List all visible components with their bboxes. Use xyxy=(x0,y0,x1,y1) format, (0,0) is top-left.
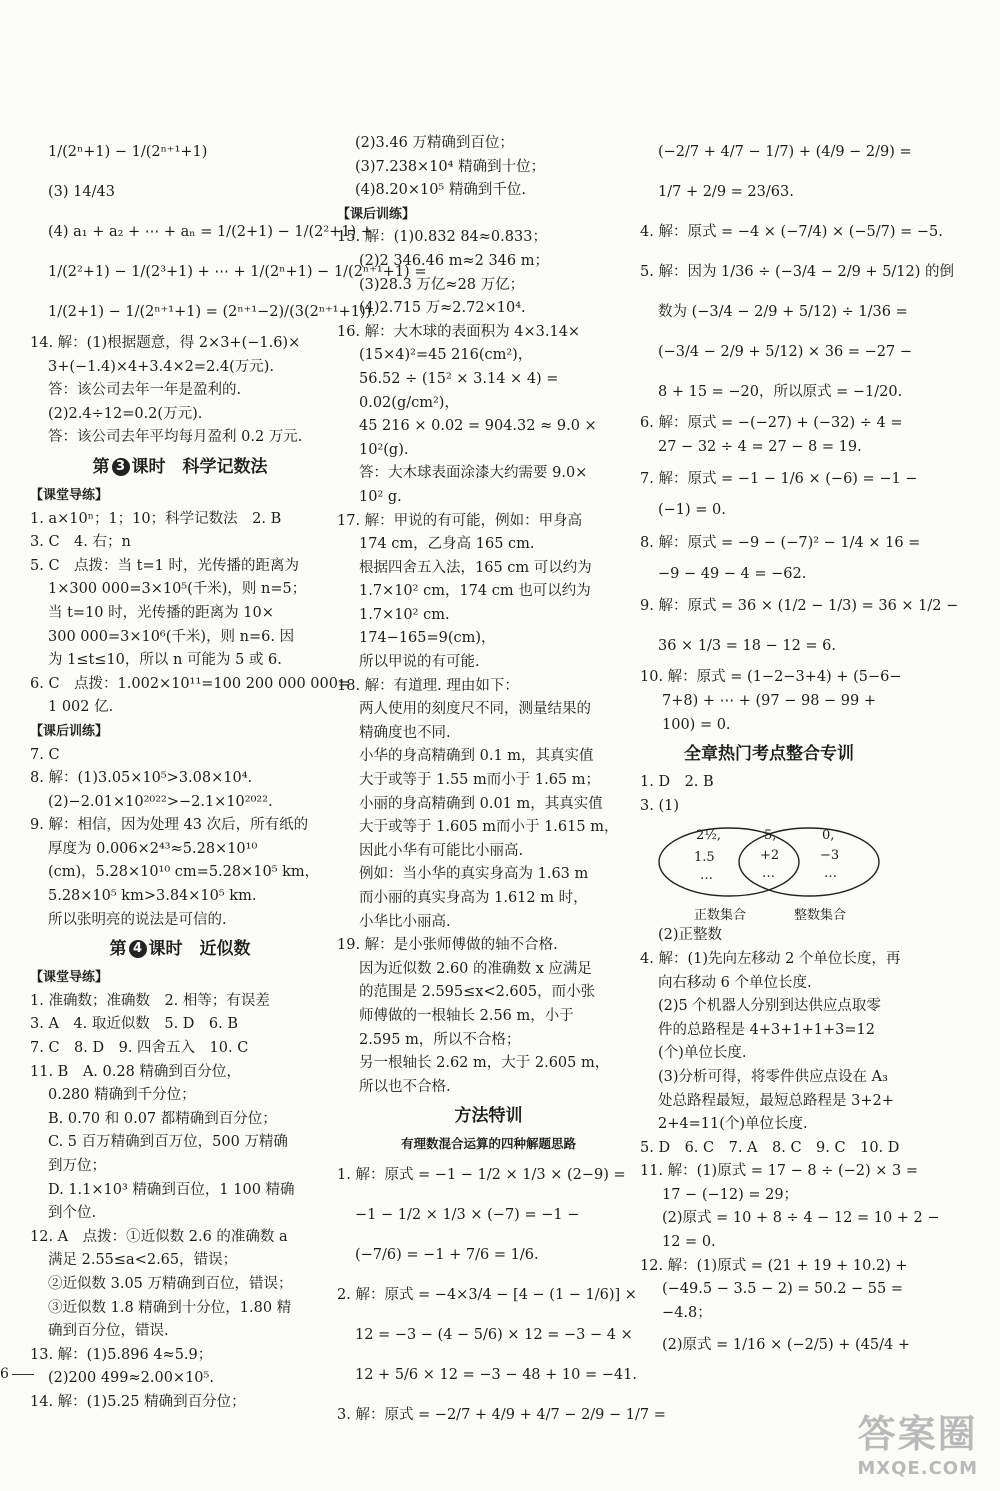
line-text: 300 000=3×10⁶(千米)，则 n=6. 因 xyxy=(48,628,295,645)
line-text: 所以张明亮的说法是可信的. xyxy=(48,911,227,928)
answer-line xyxy=(30,814,330,838)
line-text: (2)200 499≈2.00×10⁵. xyxy=(48,1370,214,1387)
answer-line xyxy=(640,1302,898,1326)
answer-line xyxy=(337,958,640,982)
line-text: (2)−2.01×10²⁰²²>−2.1×10²⁰²². xyxy=(48,793,273,810)
line-text: 1.7×10² cm，174 cm 也可以约为 xyxy=(359,583,591,600)
answer-line xyxy=(337,297,640,321)
answer-line xyxy=(30,649,330,673)
answer-line xyxy=(640,1325,910,1365)
answer-line xyxy=(640,586,959,626)
venn-left-item: 2½, xyxy=(696,828,722,844)
section-heading xyxy=(30,450,330,484)
answer-line xyxy=(30,673,351,697)
line-text: (cm)，5.28×10¹⁰ cm=5.28×10⁵ km， xyxy=(48,864,320,881)
line-text: 【课堂导练】 xyxy=(30,970,109,986)
answer-line xyxy=(337,321,640,345)
line-text: 4. 解：(1)先向左移动 2 个单位长度，再 xyxy=(640,950,901,967)
line-text: 大于或等于 1.605 m而小于 1.615 m， xyxy=(359,819,619,836)
answer-line xyxy=(337,1315,640,1355)
line-text: 2.595 m，所以不合格； xyxy=(359,1031,521,1048)
line-text: (−2/7 + 4/7 − 1/7) + (4/9 − 2/9) = xyxy=(658,144,912,160)
answer-line xyxy=(640,523,921,563)
answer-line xyxy=(337,981,640,1005)
line-text: 1. 解：原式 = −1 − 1/2 × 1/3 × (2−9) = xyxy=(337,1167,626,1184)
line-text: 6. 解：原式 = −(−27) + (−32) ÷ 4 = xyxy=(640,415,903,431)
answer-line xyxy=(337,439,640,463)
answer-line xyxy=(337,863,640,887)
line-text: 3. 解：原式 = −2/7 + 4/9 + 4/7 − 2/9 − 1/7 = xyxy=(337,1407,666,1424)
line-text: (3) 14/43 xyxy=(48,184,115,200)
line-text: 10² g. xyxy=(359,488,402,505)
line-text: (2)正整数 xyxy=(658,927,723,944)
line-text: 36 × 1/3 = 18 − 12 = 6. xyxy=(658,638,836,655)
line-text: 所以甲说的有可能. xyxy=(359,654,480,671)
answer-line xyxy=(640,412,903,436)
subsection-label xyxy=(337,203,640,227)
line-text: 12 = −3 − (4 − 5/6) × 12 = −3 − 4 × xyxy=(355,1327,633,1344)
answer-line xyxy=(640,332,912,372)
line-text: (2)5 个机器人分别到达供应点取零 xyxy=(658,998,881,1015)
line-text: (−49.5 − 3.5 − 2) = 50.2 − 55 = xyxy=(662,1281,903,1298)
line-text: −9 − 49 − 4 = −62. xyxy=(658,565,807,582)
answer-line xyxy=(30,909,330,933)
line-text: 7. C xyxy=(30,746,60,763)
answer-line xyxy=(30,838,330,862)
line-text: 15. 解：(1)0.832 84≈0.833； xyxy=(337,229,547,246)
line-text: 8. 解：原式 = −9 − (−7)² − 1/4 × 16 = xyxy=(640,534,921,551)
line-text: 18. 解：有道理. 理由如下： xyxy=(337,677,519,694)
line-text: 【课堂导练】 xyxy=(30,487,109,503)
answer-line xyxy=(640,995,898,1019)
answer-line xyxy=(640,1184,898,1208)
answer-line xyxy=(640,252,955,292)
line-text: 45 216 × 0.02 = 904.32 ≈ 9.0 × xyxy=(359,418,597,435)
answer-line xyxy=(337,226,640,250)
answer-line xyxy=(30,1108,330,1132)
answer-line xyxy=(640,1207,940,1231)
answer-line xyxy=(337,722,640,746)
line-text: (4)2.715 万≈2.72×10⁴. xyxy=(359,300,526,317)
line-text: 所以也不合格. xyxy=(359,1078,451,1095)
answer-line xyxy=(337,274,640,298)
line-text: (2)2.4÷12=0.2(万元). xyxy=(48,405,203,422)
line-text: 8. 解：(1)3.05×10⁵>3.08×10⁴. xyxy=(30,770,253,787)
answer-line xyxy=(337,344,640,368)
answer-line xyxy=(337,604,640,628)
answer-line xyxy=(640,499,898,523)
line-text: 为 1≤t≤10，所以 n 可能为 5 或 6. xyxy=(48,652,282,669)
answer-line xyxy=(30,379,330,403)
line-text: 3+(−1.4)×4+3.4×2=2.4(万元). xyxy=(48,358,274,375)
answer-line xyxy=(337,934,640,958)
line-text: 1 002 亿. xyxy=(48,699,114,716)
subsection-label xyxy=(30,484,330,508)
answer-line xyxy=(640,924,898,948)
line-text: (3)分析可得，将零件供应点设在 A₃ xyxy=(658,1068,888,1085)
line-text: 14. 解：(1)根据题意，得 2×3+(−1.6)× xyxy=(30,335,301,351)
answer-line xyxy=(30,356,330,380)
line-text: D. 1.1×10³ 精确到百位，1 100 精确 xyxy=(48,1181,295,1198)
answer-line xyxy=(337,462,640,486)
line-text: 两人使用的刻度尺不同，测量结果的 xyxy=(359,701,591,718)
answer-line xyxy=(30,531,330,555)
heading-text: 方法特训 xyxy=(454,1106,523,1127)
line-text: 19. 解：是小张师傅做的轴不合格. xyxy=(337,937,558,954)
answer-line xyxy=(640,212,943,252)
answer-line xyxy=(640,972,898,996)
line-text: 16. 解：大木球的表面积为 4×3.14× xyxy=(337,323,581,340)
line-text: 1/(2+1) − 1/(2ⁿ⁺¹+1) = (2ⁿ⁺¹−2)/(3(2ⁿ⁺¹+1)). xyxy=(48,304,376,320)
heading-prefix: 第 xyxy=(109,939,127,960)
answer-line xyxy=(30,1273,330,1297)
answer-line xyxy=(30,1320,330,1344)
answer-line xyxy=(337,1052,640,1076)
answer-line xyxy=(30,426,330,450)
line-text: 1/(2²+1) − 1/(2³+1) + ⋯ + 1/(2ⁿ+1) − 1/(2ⁿ⁺¹+1) = xyxy=(48,264,427,280)
line-text: 1×300 000=3×10⁵(千米)，则 n=5； xyxy=(48,581,307,598)
line-text: 12. A 点拨：①近似数 2.6 的准确数 a xyxy=(30,1228,288,1245)
answer-line xyxy=(337,132,640,156)
section-subtitle: 有理数混合运算的四种解题思路 xyxy=(400,1136,576,1152)
page-number: 6 xyxy=(0,1366,34,1382)
line-text: C. 5 百万精确到百万位，500 万精确 xyxy=(48,1134,288,1151)
heading-text: 课时 科学记数法 xyxy=(131,456,268,477)
line-text: (2)原式 = 10 + 8 ÷ 4 − 12 = 10 + 2 − xyxy=(662,1210,940,1227)
answer-line xyxy=(640,948,901,972)
answer-line xyxy=(337,392,640,416)
answer-line xyxy=(337,698,640,722)
line-text: 1. D 2. B xyxy=(640,774,714,791)
answer-line xyxy=(30,132,330,172)
answer-line xyxy=(30,990,330,1014)
answer-line xyxy=(30,791,330,815)
line-text: (3)7.238×10⁴ 精确到十位； xyxy=(355,158,546,175)
line-text: 因此小华有可能比小丽高. xyxy=(359,842,524,859)
answer-line xyxy=(640,1066,898,1090)
line-text: 到万位； xyxy=(48,1158,106,1174)
line-text: 7+8) + ⋯ + (97 − 98 − 99 + xyxy=(662,692,876,709)
answer-line xyxy=(337,580,640,604)
line-text: (3)28.3 万亿≈28 万亿； xyxy=(359,276,525,293)
line-text: 1.7×10² cm. xyxy=(359,606,450,623)
line-text: 174 cm，乙身高 165 cm. xyxy=(359,536,535,553)
answer-line xyxy=(30,1367,330,1391)
answer-line xyxy=(640,132,912,172)
line-text: ②近似数 3.05 万精确到百位，错误； xyxy=(48,1275,293,1292)
answer-line xyxy=(640,666,902,690)
section-heading xyxy=(640,737,898,771)
answer-line xyxy=(30,861,330,885)
section-heading xyxy=(30,932,330,966)
line-text: 12 = 0. xyxy=(662,1234,716,1251)
heading-text: 全章热门考点整合专训 xyxy=(684,744,854,765)
line-text: −4.8； xyxy=(662,1304,712,1321)
line-text: 17. 解：甲说的有可能，例如：甲身高 xyxy=(337,512,583,529)
answer-line xyxy=(30,767,330,791)
answer-line xyxy=(30,1391,330,1415)
line-text: 【课后训练】 xyxy=(337,206,416,222)
line-text: 数为 (−3/4 − 2/9 + 5/12) ÷ 1/36 = xyxy=(658,304,908,320)
answer-line xyxy=(640,1160,919,1184)
venn-left-item: 1.5 xyxy=(694,850,715,866)
section-heading xyxy=(337,1099,640,1133)
venn-label-left: 正数集合 xyxy=(694,908,747,924)
lesson-number-badge: 4 xyxy=(129,940,147,958)
answer-line xyxy=(30,1131,330,1155)
line-text: 17 − (−12) = 29； xyxy=(662,1186,799,1203)
line-text: 1/7 + 2/9 = 23/63. xyxy=(658,184,794,200)
answer-line xyxy=(640,1090,898,1114)
answer-line xyxy=(640,1231,898,1255)
answer-line xyxy=(30,1297,330,1321)
line-text: B. 0.70 和 0.07 都精确到百分位； xyxy=(48,1110,277,1127)
line-text: 2+4=11(个)单位长度. xyxy=(658,1116,808,1133)
answer-line xyxy=(30,1155,330,1179)
answer-line xyxy=(30,744,330,768)
line-text: 到个位. xyxy=(48,1205,97,1222)
answer-line xyxy=(337,1029,640,1053)
answer-line xyxy=(640,436,898,460)
heading-text: 课时 近似数 xyxy=(148,939,251,960)
line-text: 12 + 5/6 × 12 = −3 − 48 + 10 = −41. xyxy=(355,1367,637,1384)
line-text: 13. 解：(1)5.896 4≈5.9； xyxy=(30,1346,213,1363)
line-text: ③近似数 1.8 精确到十分位，1.80 精 xyxy=(48,1299,292,1316)
line-text: 【课后训练】 xyxy=(30,723,109,739)
line-text: 0.02(g/cm²)， xyxy=(359,394,459,411)
answer-line xyxy=(30,292,376,332)
answer-line xyxy=(30,403,330,427)
line-text: 56.52 ÷ (15² × 3.14 × 4) = xyxy=(359,370,559,387)
line-text: (4) a₁ + a₂ + ⋯ + aₙ = 1/(2+1) − 1/(2²+1) + xyxy=(48,224,373,240)
line-text: (−1) = 0. xyxy=(658,502,726,519)
line-text: 精确度也不同. xyxy=(359,724,451,741)
line-text: 师傅做的一根轴长 2.56 m，小于 xyxy=(359,1007,574,1024)
line-text: (−3/4 − 2/9 + 5/12) × 36 = −27 − xyxy=(658,344,912,360)
answer-line xyxy=(337,510,640,534)
answer-line xyxy=(337,1155,640,1195)
answer-line xyxy=(337,840,640,864)
line-text: 0.280 精确到千分位； xyxy=(48,1087,196,1104)
line-text: 1/(2ⁿ+1) − 1/(2ⁿ⁺¹+1) xyxy=(48,144,208,160)
answer-line xyxy=(337,557,640,581)
line-text: 3. C 4. 右；n xyxy=(30,534,131,551)
answer-line xyxy=(30,1061,330,1085)
line-text: 27 − 32 ÷ 4 = 27 − 8 = 19. xyxy=(658,438,862,455)
answer-line xyxy=(337,887,640,911)
answer-line xyxy=(30,1013,330,1037)
venn-right-item: 0, xyxy=(822,828,835,844)
line-text: 5. 解：因为 1/36 ÷ (−3/4 − 2/9 + 5/12) 的倒 xyxy=(640,264,955,280)
answer-line xyxy=(337,1076,640,1100)
column-middle xyxy=(337,132,666,1435)
line-text: 向右移动 6 个单位长度. xyxy=(658,974,812,991)
answer-line xyxy=(30,1179,330,1203)
lesson-number-badge: 3 xyxy=(112,458,130,476)
answer-line xyxy=(337,1275,640,1315)
answer-line xyxy=(337,911,640,935)
line-text: 1. a×10ⁿ；1；10；科学记数法 2. B xyxy=(30,510,282,527)
answer-line xyxy=(30,1037,330,1061)
answer-line xyxy=(640,172,898,212)
line-text: (−7/6) = −1 + 7/6 = 1/6. xyxy=(355,1247,539,1264)
line-text: 例如：当小华的真实身高为 1.63 m xyxy=(359,866,589,883)
line-text: 6. C 点拨：1.002×10¹¹=100 200 000 000= xyxy=(30,675,351,692)
answer-line xyxy=(640,1278,903,1302)
answer-line xyxy=(337,486,640,510)
answer-line xyxy=(337,1395,666,1435)
subsection-label xyxy=(30,966,330,990)
line-text: 答：大木球表面涂漆大约需要 9.0× xyxy=(359,465,588,482)
answer-line xyxy=(640,292,908,332)
line-text: 9. 解：原式 = 36 × (1/2 − 1/3) = 36 × 1/2 − xyxy=(640,598,959,615)
answer-line xyxy=(30,885,330,909)
venn-right-item: … xyxy=(824,866,837,882)
line-text: 件的总路程是 4+3+1+1+3=12 xyxy=(658,1021,875,1038)
line-text: 另一根轴长 2.62 m，大于 2.605 m， xyxy=(359,1055,610,1072)
venn-diagram xyxy=(654,824,898,924)
venn-right-item: −3 xyxy=(820,848,840,864)
answer-line xyxy=(337,1005,640,1029)
subsection-label xyxy=(30,720,330,744)
line-text: 7. C 8. D 9. 四舍五入 10. C xyxy=(30,1040,249,1057)
answer-line xyxy=(30,212,373,252)
answer-line xyxy=(337,651,640,675)
answer-line xyxy=(640,459,918,499)
answer-line xyxy=(640,372,903,412)
answer-line xyxy=(30,602,330,626)
answer-line xyxy=(30,1249,330,1273)
line-text: 174−165=9(cm)， xyxy=(359,630,496,647)
answer-line xyxy=(337,1195,640,1235)
answer-line xyxy=(640,1255,908,1279)
answer-line xyxy=(337,769,640,793)
line-text: 11. B A. 0.28 精确到百分位， xyxy=(30,1063,241,1080)
answer-line xyxy=(30,172,330,212)
answer-line xyxy=(337,415,640,439)
line-text: 确到百分位，错误. xyxy=(48,1323,169,1340)
line-text: (15×4)²=45 216(cm²)， xyxy=(359,347,533,364)
answer-line xyxy=(640,1019,898,1043)
answer-line xyxy=(337,627,640,651)
line-text: 11. 解：(1)原式 = 17 − 8 ÷ (−2) × 3 = xyxy=(640,1163,919,1180)
answer-line xyxy=(337,250,640,274)
line-text: 3. A 4. 取近似数 5. D 6. B xyxy=(30,1016,239,1033)
answer-line xyxy=(337,533,640,557)
venn-left-item: … xyxy=(700,868,713,884)
answer-line xyxy=(337,816,640,840)
answer-line xyxy=(337,793,640,817)
line-text: 处总路程最短，最短总路程是 3+2+ xyxy=(658,1092,894,1109)
answer-line xyxy=(640,1137,898,1161)
line-text: 2. 解：原式 = −4×3/4 − [4 − (1 − 1/6)] × xyxy=(337,1287,637,1304)
line-text: 1. 准确数；准确数 2. 相等；有误差 xyxy=(30,992,270,1009)
answer-line xyxy=(30,332,330,356)
line-text: 14. 解：(1)5.25 精确到百分位； xyxy=(30,1393,246,1410)
line-text: 当 t=10 时，光传播的距离为 10× xyxy=(48,604,274,621)
answer-line xyxy=(640,1042,898,1066)
line-text: 8 + 15 = −20，所以原式 = −1/20. xyxy=(658,384,903,400)
answer-line xyxy=(30,696,330,720)
answer-line xyxy=(337,745,640,769)
line-text: 满足 2.55≤a<2.65，错误； xyxy=(48,1252,238,1269)
answer-line xyxy=(337,1235,640,1275)
column-right xyxy=(640,132,959,1365)
line-text: 大于或等于 1.55 m而小于 1.65 m； xyxy=(359,772,601,789)
venn-middle-item: +2 xyxy=(760,848,780,864)
venn-middle-item: 5, xyxy=(764,828,777,844)
line-text: 小华的身高精确到 0.1 m，其真实值 xyxy=(359,748,594,765)
line-text: 12. 解：(1)原式 = (21 + 19 + 10.2) + xyxy=(640,1257,908,1274)
line-text: 4. 解：原式 = −4 × (−7/4) × (−5/7) = −5. xyxy=(640,224,943,240)
line-text: 因为近似数 2.60 的准确数 x 应满足 xyxy=(359,960,592,977)
answer-line xyxy=(30,1344,330,1368)
answer-line xyxy=(337,179,640,203)
heading-prefix: 第 xyxy=(92,456,110,477)
line-text: (2)2 346.46 m≈2 346 m； xyxy=(359,252,549,269)
answer-line xyxy=(30,555,330,579)
line-text: 而小丽的真实身高为 1.612 m 时， xyxy=(359,890,588,906)
line-text: −1 − 1/2 × 1/3 × (−7) = −1 − xyxy=(355,1207,580,1224)
answer-line xyxy=(337,368,640,392)
line-text: 小华比小丽高. xyxy=(359,913,451,930)
answer-line xyxy=(337,156,640,180)
answer-line xyxy=(640,690,898,714)
line-text: 5. D 6. C 7. A 8. C 9. C 10. D xyxy=(640,1139,900,1156)
line-text: 答：该公司去年平均每月盈利 0.2 万元. xyxy=(48,429,303,446)
venn-middle-item: … xyxy=(762,866,775,882)
answer-line xyxy=(30,1202,330,1226)
answer-line xyxy=(30,578,330,602)
answer-line xyxy=(640,626,898,666)
line-text: (2)3.46 万精确到百位； xyxy=(355,135,514,151)
answer-line xyxy=(30,1226,330,1250)
line-text: 9. 解：相信，因为处理 43 次后，所有纸的 xyxy=(30,817,309,834)
answer-line xyxy=(337,675,640,699)
line-text: 5. C 点拨：当 t=1 时，光传播的距离为 xyxy=(30,557,299,574)
answer-line xyxy=(30,626,330,650)
line-text: (2)原式 = 1/16 × (−2/5) + (45/4 + xyxy=(662,1337,910,1354)
line-text: 根据四舍五入法，165 cm 可以约为 xyxy=(359,559,592,576)
answer-line xyxy=(30,1084,330,1108)
watermark-logo: 答案圈 MXQE.COM xyxy=(857,1412,978,1479)
line-text: 的范围是 2.595≤x<2.605，而小张 xyxy=(359,984,596,1001)
line-text: (个)单位长度. xyxy=(658,1045,747,1062)
answer-line xyxy=(640,1113,898,1137)
line-text: 3. (1) xyxy=(640,797,679,814)
line-text: 5.28×10⁵ km>3.84×10⁵ km. xyxy=(48,888,257,905)
line-text: 答：该公司去年一年是盈利的. xyxy=(48,382,242,399)
line-text: 厚度为 0.006×2⁴³≈5.28×10¹⁰ xyxy=(48,840,258,857)
line-text: 7. 解：原式 = −1 − 1/6 × (−6) = −1 − xyxy=(640,471,918,488)
answer-line xyxy=(640,771,898,795)
line-text: 小丽的身高精确到 0.01 m，其真实值 xyxy=(359,795,603,812)
line-text: 10²(g). xyxy=(359,441,409,458)
answer-line xyxy=(640,563,898,587)
line-text: (4)8.20×10⁵ 精确到千位. xyxy=(355,182,526,199)
answer-line xyxy=(30,508,330,532)
answer-line xyxy=(30,252,427,292)
answer-line xyxy=(337,1355,640,1395)
line-text: 10. 解：原式 = (1−2−3+4) + (5−6− xyxy=(640,669,902,686)
venn-label-right: 整数集合 xyxy=(794,908,847,924)
line-text: 100) = 0. xyxy=(662,716,731,733)
answer-line xyxy=(640,714,898,738)
answer-line xyxy=(640,795,898,819)
